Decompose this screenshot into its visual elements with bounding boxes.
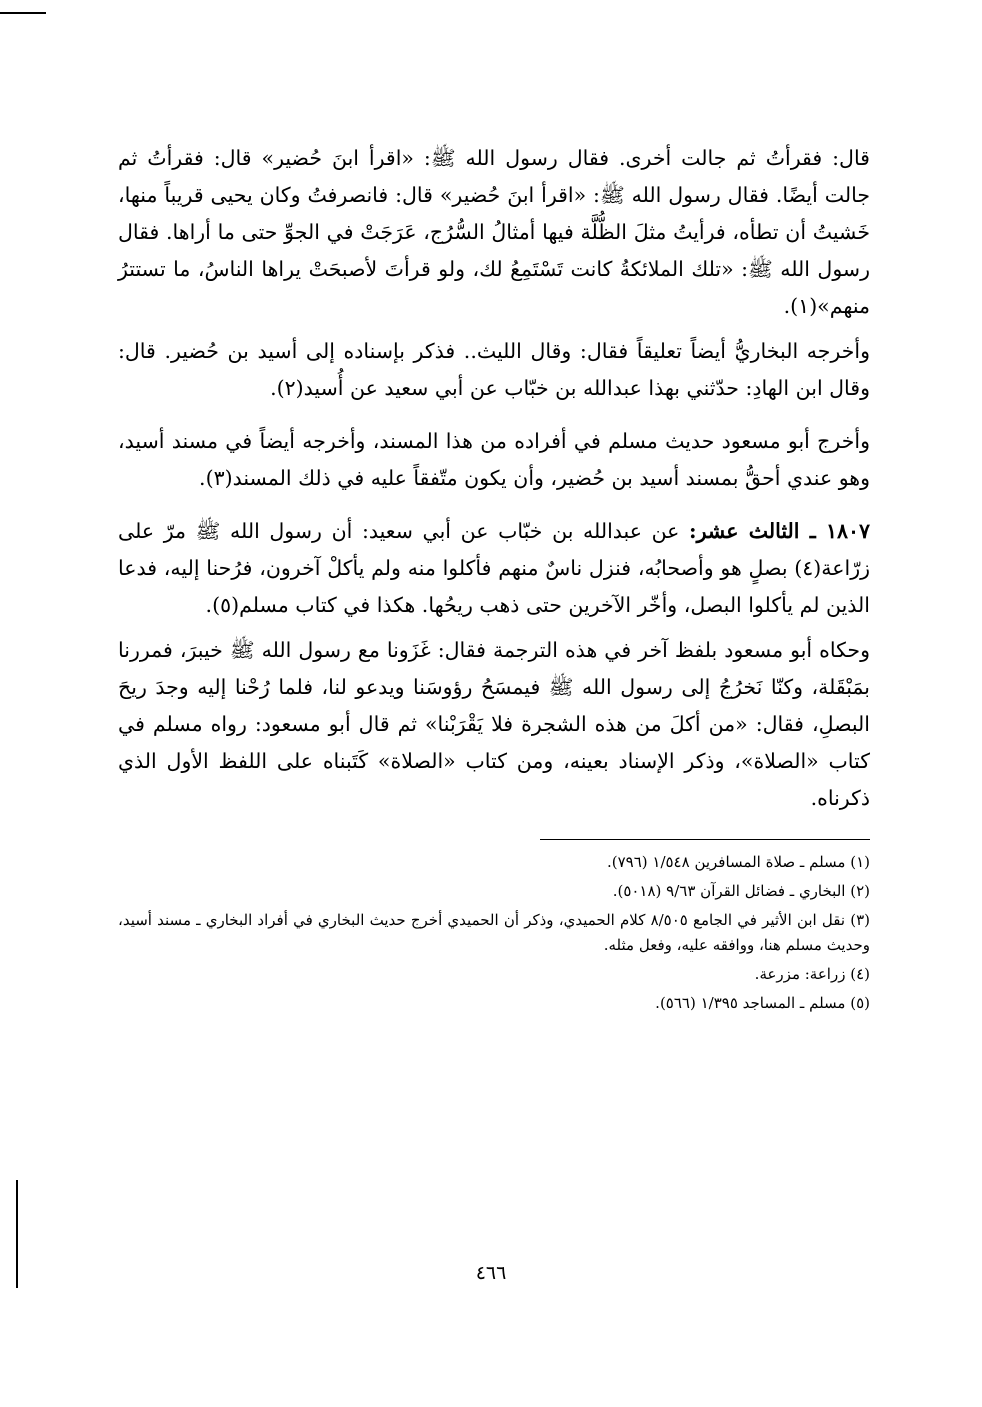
footnote-2: (٢) البخاري ـ فضائل القرآن ٩/٦٣ (٥٠١٨). bbox=[612, 882, 870, 900]
hadith-1807 bbox=[118, 513, 870, 624]
paragraph-1: قال: فقرأتُ ثم جالت أخرى. فقال رسول الله ﷺ: «اقرأ ابنَ حُضير» قال: فقرأتُ ثم جالت أيضًا. فقال رسول الله ﷺ: «اقرأ ابنَ حُضير» قال: فانصرفتُ وكان يحيى قريباً منها، خَشيتُ أن تطأه، فرأيتُ مثلَ الظُّلَّة فيها أمثالُ السُّرُج، عَرَجَتْ في الجوِّ حتى ما أراها. فقال رسول الله ﷺ: «تلك الملائكةُ كانت تَسْتَمِعُ لك، ولو قرأتَ لأصبحَتْ يراها الناسُ، ما تستترُ منهم»(١). bbox=[118, 146, 870, 318]
footnote-4: (٤) زراعة: مزرعة. bbox=[754, 965, 870, 983]
footnote-divider bbox=[540, 839, 870, 840]
hadith-number: ١٨٠٧ ـ الثالث عشر: bbox=[689, 519, 870, 543]
footnote-5: (٥) مسلم ـ المساجد ١/٣٩٥ (٥٦٦). bbox=[655, 994, 870, 1012]
footnote-1: (١) مسلم ـ صلاة المسافرين ١/٥٤٨ (٧٩٦). bbox=[606, 853, 870, 871]
paragraph-2: وأخرجه البخاريُّ أيضاً تعليقاً فقال: وقال الليث.. فذكر بإسناده إلى أسيد بن حُضير. قال: وقال ابن الهادِ: حدّثني بهذا عبدالله بن خبّاب عن أبي سعيد عن أُسيد(٢). bbox=[118, 339, 870, 400]
footnote-3: (٣) نقل ابن الأثير في الجامع ٨/٥٠٥ كلام الحميدي، وذكر أن الحميدي أخرج حديث البخاري في أفراد البخاري ـ مسند أسيد، وحديث مسلم هنا، ووافقه عليه، وفعل مثله. bbox=[118, 911, 870, 954]
paragraph-3: وأخرج أبو مسعود حديث مسلم في أفراده من هذا المسند، وأخرجه أيضاً في مسند أسيد، وهو عندي أحقُّ بمسند أسيد بن حُضير، وأن يكون متّفقاً عليه في ذلك المسند(٣). bbox=[118, 429, 870, 490]
paragraph-5: وحكاه أبو مسعود بلفظ آخر في هذه الترجمة فقال: غَزَونا مع رسول الله ﷺ خيبرَ، فمررنا بمَبْقَلة، وكنّا نَخرُجُ إلى رسول الله ﷺ فيمسَحُ رؤوسَنا ويدعو لنا، فلما رُحْنا إليه وجدَ ريحَ البصلِ، فقال: «من أكلَ من هذه الشجرة فلا يَقْرَبْنا» ثم قال أبو مسعود: رواه مسلم في كتاب «الصلاة»، وذكر الإسناد بعينه، ومن كتاب «الصلاة» كَتَبناه على اللفظ الأول الذي ذكرناه. bbox=[118, 638, 870, 810]
page-body bbox=[118, 140, 870, 1020]
hadith-text: عن عبدالله بن خبّاب عن أبي سعيد: أن رسول الله ﷺ مرّ على زرّاعة(٤) بصلٍ هو وأصحابُه، فنزل ناسٌ منهم فأكلوا منه ولم يأكلْ آخرون، فرُحنا إليه، فدعا الذين لم يأكلوا البصل، وأخّر الآخرين حتى ذهب ريحُها. هكذا في كتاب مسلم(٥). bbox=[118, 519, 870, 617]
scan-corner-mark bbox=[0, 12, 46, 14]
page-number: ٤٦٦ bbox=[475, 1262, 507, 1284]
